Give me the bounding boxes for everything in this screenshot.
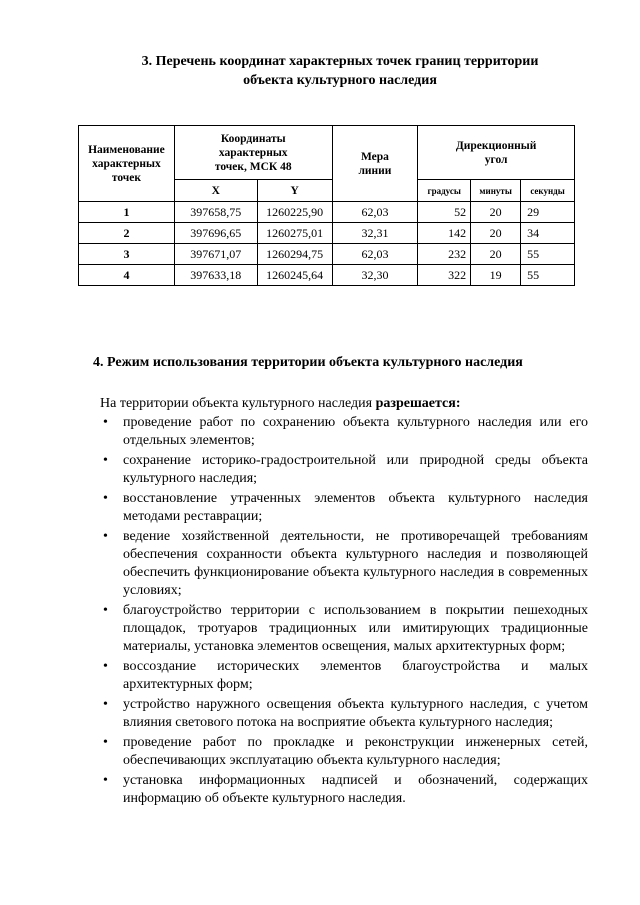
header-point-name: Наименование характерных точек xyxy=(79,126,175,202)
cell-measure: 62,03 xyxy=(332,202,418,223)
header-coordinates: Координаты характерных точек, МСК 48 xyxy=(174,126,332,180)
bullet-icon: • xyxy=(103,659,108,674)
bullet-icon: • xyxy=(103,529,108,544)
cell-y: 1260245,64 xyxy=(257,265,332,286)
cell-degrees: 52 xyxy=(418,202,471,223)
cell-degrees: 322 xyxy=(418,265,471,286)
section-3-title xyxy=(60,52,620,90)
cell-point: 3 xyxy=(79,244,175,265)
cell-seconds: 29 xyxy=(521,202,575,223)
cell-degrees: 232 xyxy=(418,244,471,265)
cell-seconds: 55 xyxy=(521,244,575,265)
header-direction-angle: Дирекционный угол xyxy=(418,126,575,180)
intro-bold: разрешается: xyxy=(375,396,461,411)
bullet-icon: • xyxy=(103,697,108,712)
header-x: X xyxy=(174,180,257,202)
intro-paragraph xyxy=(100,395,461,413)
list-item: • воссоздание исторических элементов благоустройства и малых архитектурных форм; xyxy=(103,659,588,692)
list-item: • ведение хозяйственной деятельности, не противоречащей требованиям обеспечения сохранности объекта культурного наследия и позволяющей обеспечить функционирование объекта культурного наследия в современных условиях; xyxy=(103,529,588,598)
coordinates-table xyxy=(78,125,575,286)
section-3-title-line-2: объекта культурного наследия xyxy=(243,73,437,88)
cell-minutes: 20 xyxy=(471,223,521,244)
list-item: • установка информационных надписей и обозначений, содержащих информацию об объекте культурного наследия. xyxy=(103,773,588,806)
cell-x: 397658,75 xyxy=(174,202,257,223)
section-3-title-line-1: 3. Перечень координат характерных точек границ территории xyxy=(141,54,539,69)
cell-x: 397671,07 xyxy=(174,244,257,265)
list-item: • проведение работ по прокладке и реконструкции инженерных сетей, обеспечивающих эксплуатацию объекта культурного наследия; xyxy=(103,735,588,768)
cell-point: 1 xyxy=(79,202,175,223)
cell-measure: 62,03 xyxy=(332,244,418,265)
header-y: Y xyxy=(257,180,332,202)
cell-x: 397696,65 xyxy=(174,223,257,244)
cell-minutes: 20 xyxy=(471,202,521,223)
bullet-icon: • xyxy=(103,773,108,788)
cell-degrees: 142 xyxy=(418,223,471,244)
cell-measure: 32,30 xyxy=(332,265,418,286)
list-item: • восстановление утраченных элементов объекта культурного наследия методами реставрации; xyxy=(103,491,588,524)
cell-seconds: 55 xyxy=(521,265,575,286)
table-row xyxy=(79,223,575,244)
table-row xyxy=(79,265,575,286)
cell-seconds: 34 xyxy=(521,223,575,244)
allowed-activities-list xyxy=(100,414,588,810)
header-line-measure: Мера линии xyxy=(332,126,418,202)
cell-y: 1260225,90 xyxy=(257,202,332,223)
list-item: • благоустройство территории с использованием в покрытии пешеходных площадок, тротуаров традиционных или имитирующих традиционные материалы, установка элементов освещения, малых архитектурных форм; xyxy=(103,603,588,654)
cell-y: 1260294,75 xyxy=(257,244,332,265)
cell-minutes: 19 xyxy=(471,265,521,286)
header-minutes: минуты xyxy=(471,180,521,202)
bullet-icon: • xyxy=(103,735,108,750)
list-item: • сохранение историко-градостроительной или природной среды объекта культурного наследия; xyxy=(103,453,588,486)
cell-point: 4 xyxy=(79,265,175,286)
bullet-icon: • xyxy=(103,415,108,430)
table-row xyxy=(79,202,575,223)
header-degrees: градусы xyxy=(418,180,471,202)
cell-x: 397633,18 xyxy=(174,265,257,286)
cell-y: 1260275,01 xyxy=(257,223,332,244)
header-seconds: секунды xyxy=(521,180,575,202)
table-row xyxy=(79,244,575,265)
bullet-icon: • xyxy=(103,491,108,506)
intro-text: На территории объекта культурного наследия xyxy=(100,396,376,411)
list-item: • устройство наружного освещения объекта культурного наследия, с учетом влияния светового потока на восприятие объекта культурного наследия; xyxy=(103,697,588,730)
section-4-title: 4. Режим использования территории объекта культурного наследия xyxy=(93,355,523,370)
cell-minutes: 20 xyxy=(471,244,521,265)
bullet-icon: • xyxy=(103,603,108,618)
cell-point: 2 xyxy=(79,223,175,244)
bullet-icon: • xyxy=(103,453,108,468)
list-item: • проведение работ по сохранению объекта культурного наследия или его отдельных элементов; xyxy=(103,415,588,448)
cell-measure: 32,31 xyxy=(332,223,418,244)
